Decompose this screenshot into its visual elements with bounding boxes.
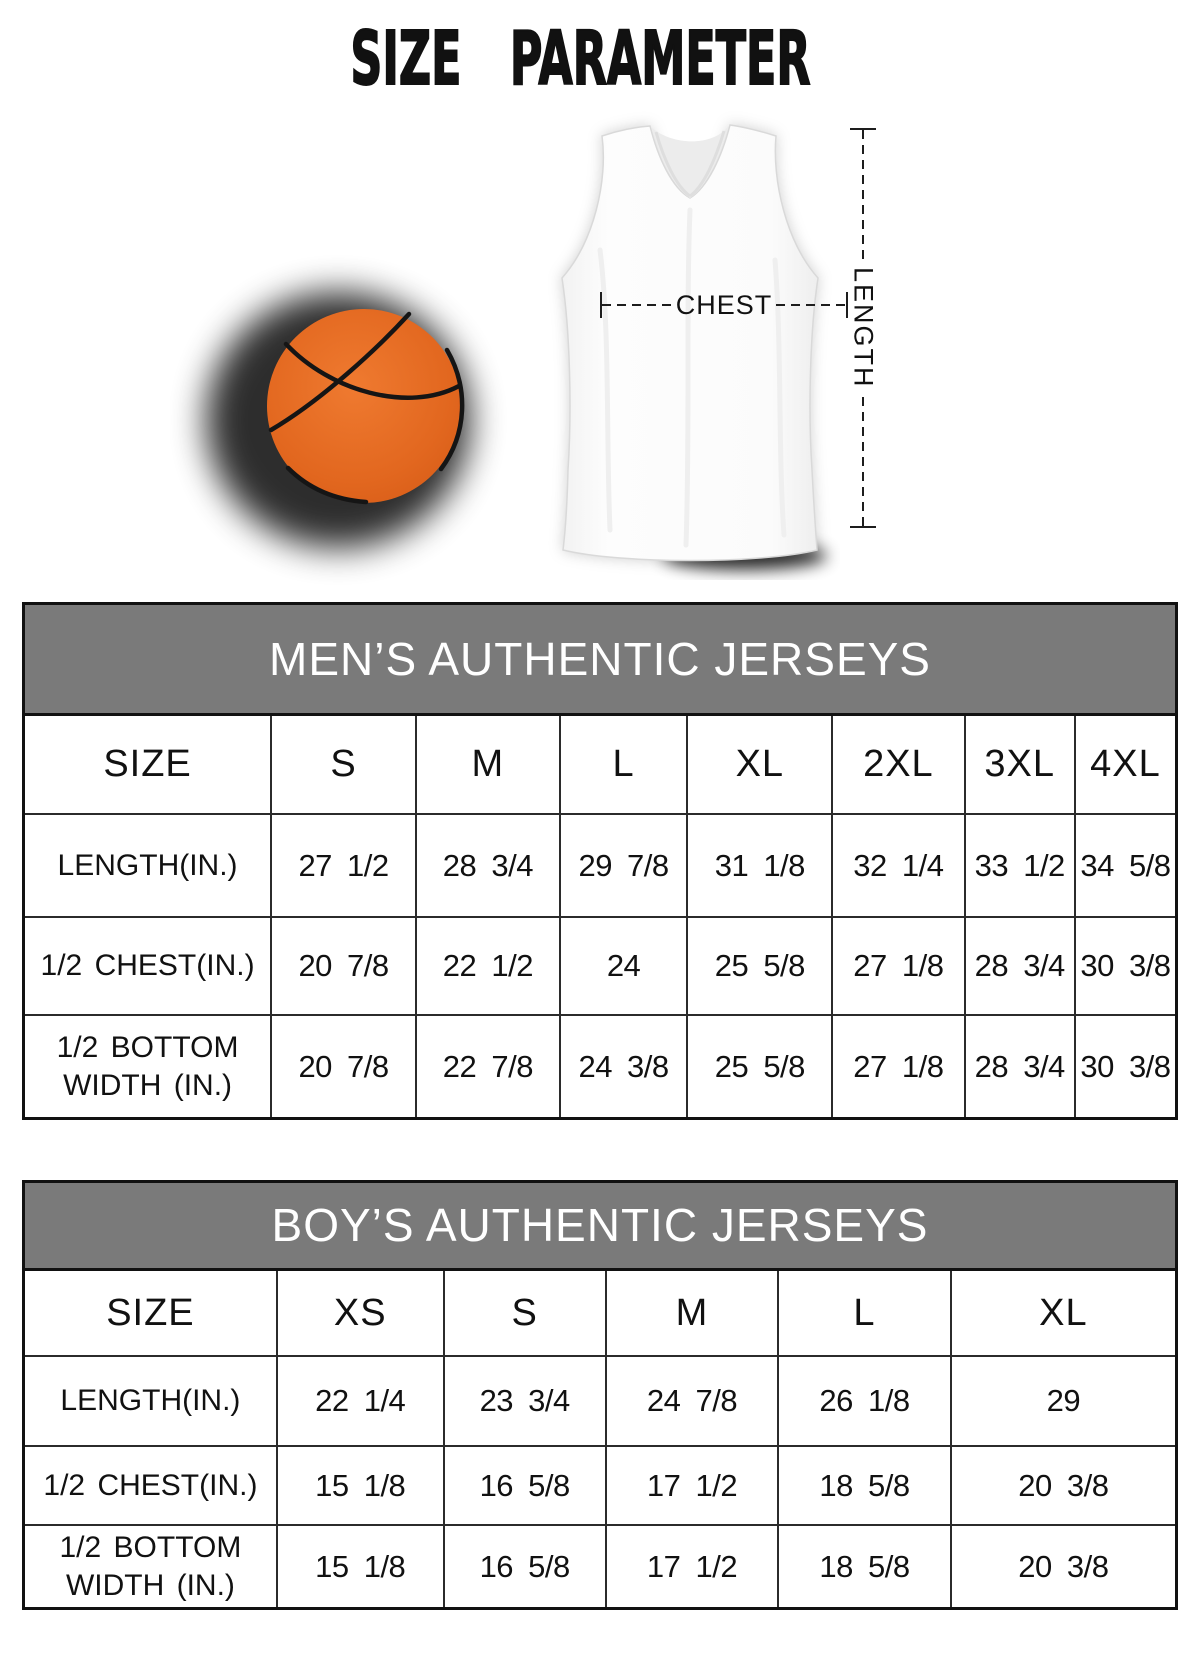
basketball-illustration (170, 228, 550, 608)
boys-col-header-l: L (778, 1271, 951, 1356)
page-title-text: SIZE PARAMETER (349, 16, 811, 102)
boys-half-chest-row (25, 1446, 1175, 1525)
size-value-cell: 34 5/8 (1075, 814, 1175, 917)
size-value-cell: 32 1/4 (832, 814, 964, 917)
size-value-cell: 29 7/8 (560, 814, 688, 917)
size-value-cell: 20 7/8 (271, 917, 416, 1015)
size-value-cell: 17 1/2 (606, 1446, 779, 1525)
mens-size-table (22, 602, 1178, 1120)
chest-dash-left (602, 304, 672, 306)
size-value-cell: 16 5/8 (444, 1525, 606, 1607)
size-value-cell: 22 1/4 (277, 1356, 444, 1446)
boys-size-header-cell: SIZE (25, 1271, 277, 1356)
size-value-cell: 20 7/8 (271, 1015, 416, 1117)
size-value-cell: 15 1/8 (277, 1525, 444, 1607)
row-label-cell: 1/2 CHEST(IN.) (25, 917, 271, 1015)
size-value-cell: 33 1/2 (965, 814, 1075, 917)
mens-size-header-row (25, 716, 1175, 814)
row-label-cell: 1/2 CHEST(IN.) (25, 1446, 277, 1525)
chest-measure-line (600, 291, 848, 319)
length-dash-bottom (862, 397, 864, 526)
size-value-cell: 22 1/2 (416, 917, 560, 1015)
boys-col-header-s: S (444, 1271, 606, 1356)
mens-size-header-cell: SIZE (25, 716, 271, 814)
size-value-cell: 27 1/8 (832, 917, 964, 1015)
chest-label: CHEST (675, 289, 773, 320)
page-title (0, 16, 1200, 102)
mens-col-header-s: S (271, 716, 416, 814)
size-value-cell: 31 1/8 (687, 814, 832, 917)
size-value-cell: 28 3/4 (965, 917, 1075, 1015)
row-label-cell: LENGTH(IN.) (25, 1356, 277, 1446)
size-value-cell: 24 (560, 917, 688, 1015)
size-value-cell: 22 7/8 (416, 1015, 560, 1117)
size-value-cell: 20 3/8 (951, 1525, 1175, 1607)
mens-col-header-l: L (560, 716, 688, 814)
size-value-cell: 29 (951, 1356, 1175, 1446)
size-value-cell: 23 3/4 (444, 1356, 606, 1446)
row-label-cell: 1/2 BOTTOM WIDTH (IN.) (25, 1525, 277, 1607)
mens-col-header-m: M (416, 716, 560, 814)
size-value-cell: 25 5/8 (687, 1015, 832, 1117)
size-value-cell: 18 5/8 (778, 1525, 951, 1607)
size-value-cell: 24 3/8 (560, 1015, 688, 1117)
size-value-cell: 18 5/8 (778, 1446, 951, 1525)
boys-half-bottom-width-row (25, 1525, 1175, 1607)
size-value-cell: 30 3/8 (1075, 1015, 1175, 1117)
mens-length-row (25, 814, 1175, 917)
size-value-cell: 27 1/8 (832, 1015, 964, 1117)
size-value-cell: 30 3/8 (1075, 917, 1175, 1015)
boys-size-header-row (25, 1271, 1175, 1356)
size-value-cell: 28 3/4 (965, 1015, 1075, 1117)
boys-size-grid (25, 1271, 1175, 1607)
mens-size-grid (25, 716, 1175, 1117)
mens-col-header-3xl: 3XL (965, 716, 1075, 814)
size-value-cell: 26 1/8 (778, 1356, 951, 1446)
size-value-cell: 24 7/8 (606, 1356, 779, 1446)
row-label-cell: 1/2 BOTTOM WIDTH (IN.) (25, 1015, 271, 1117)
size-value-cell: 28 3/4 (416, 814, 560, 917)
mens-half-chest-row (25, 917, 1175, 1015)
mens-col-header-4xl: 4XL (1075, 716, 1175, 814)
mens-col-header-xl: XL (687, 716, 832, 814)
size-value-cell: 16 5/8 (444, 1446, 606, 1525)
size-value-cell: 17 1/2 (606, 1525, 779, 1607)
mens-table-title: MEN’S AUTHENTIC JERSEYS (25, 605, 1175, 716)
boys-col-header-xs: XS (277, 1271, 444, 1356)
length-measure-line (848, 128, 878, 528)
size-value-cell: 20 3/8 (951, 1446, 1175, 1525)
boys-table-title: BOY’S AUTHENTIC JERSEYS (25, 1183, 1175, 1271)
size-value-cell: 15 1/8 (277, 1446, 444, 1525)
length-label: LENGTH (848, 267, 879, 389)
length-dash-top (862, 130, 864, 259)
boys-size-table (22, 1180, 1178, 1610)
length-bottom-tick (850, 526, 876, 528)
boys-col-header-xl: XL (951, 1271, 1175, 1356)
boys-length-row (25, 1356, 1175, 1446)
size-value-cell: 25 5/8 (687, 917, 832, 1015)
row-label-cell: LENGTH(IN.) (25, 814, 271, 917)
chest-dash-right (776, 304, 846, 306)
jersey-illustration (540, 110, 840, 580)
mens-half-bottom-width-row (25, 1015, 1175, 1117)
size-value-cell: 27 1/2 (271, 814, 416, 917)
mens-col-header-2xl: 2XL (832, 716, 964, 814)
boys-col-header-m: M (606, 1271, 779, 1356)
